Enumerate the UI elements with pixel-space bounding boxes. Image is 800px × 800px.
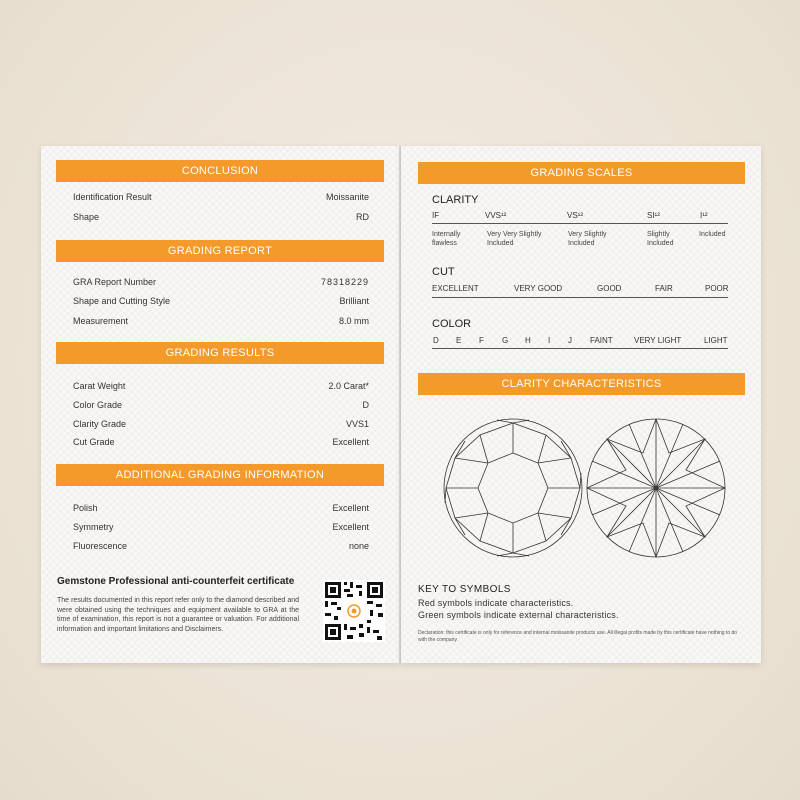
- clarity-desc-if: Internally flawless: [432, 231, 461, 247]
- cut-grade-good: GOOD: [597, 284, 622, 293]
- cut-grade-excellent: EXCELLENT: [432, 284, 479, 293]
- row-value: Excellent: [332, 437, 369, 447]
- clarity-desc-i: Included: [699, 231, 726, 238]
- row-fluorescence: [73, 541, 369, 551]
- clarity-grade-vvs: VVS¹²: [485, 211, 507, 220]
- row-value: 2.0 Carat*: [328, 381, 369, 391]
- color-grade-f: F: [479, 336, 484, 345]
- row-symmetry: [73, 522, 369, 532]
- row-color-grade: [73, 400, 369, 410]
- row-label: Fluorescence: [73, 541, 128, 551]
- row-label: Carat Weight: [73, 381, 126, 391]
- row-polish: [73, 503, 369, 513]
- cut-title: CUT: [432, 266, 455, 278]
- color-grade-i: I: [548, 336, 551, 345]
- clarity-grade-if: IF: [432, 211, 440, 220]
- additional-info-header: ADDITIONAL GRADING INFORMATION: [56, 464, 384, 486]
- row-label: Cut Grade: [73, 437, 115, 447]
- left-page: [41, 146, 399, 663]
- clarity-title: CLARITY: [432, 194, 479, 206]
- clarity-grade-i: I¹²: [700, 211, 708, 220]
- key-to-symbols-title: KEY TO SYMBOLS: [418, 584, 511, 595]
- color-grade-h: H: [525, 336, 531, 345]
- row-value: Excellent: [332, 503, 369, 513]
- declaration-note: Declaration: this certificate is only for reference and internal moissanite products use. All illegal profits made by this certificate have nothing to do with the company.: [418, 630, 738, 643]
- row-shape-cutting-style: [73, 296, 369, 306]
- clarity-desc-si: Slightly Included: [647, 231, 674, 247]
- key-red-symbols: Red symbols indicate characteristics.: [418, 598, 574, 608]
- color-rule: [432, 348, 728, 349]
- row-value: VVS1: [345, 419, 369, 429]
- certificate-title: Gemstone Professional anti-counterfeit certificate: [57, 576, 295, 587]
- grading-report-header: GRADING REPORT: [56, 240, 384, 262]
- color-grade-e: E: [456, 336, 462, 345]
- row-value: none: [348, 541, 369, 551]
- cut-rule: [432, 297, 728, 298]
- row-value: Excellent: [332, 522, 369, 532]
- color-grade-very-light: VERY LIGHT: [634, 336, 682, 345]
- row-carat-weight: [73, 381, 369, 391]
- clarity-grade-si: SI¹²: [647, 211, 660, 220]
- row-label: Identification Result: [73, 192, 152, 202]
- diamond-crown-diagram-icon: [443, 413, 583, 563]
- color-grade-d: D: [433, 336, 439, 345]
- row-value: Moissanite: [325, 192, 369, 202]
- cut-grade-poor: POOR: [705, 284, 729, 293]
- row-label: Clarity Grade: [73, 419, 127, 429]
- row-label: Shape and Cutting Style: [73, 296, 171, 306]
- row-label: Symmetry: [73, 522, 114, 532]
- clarity-desc-vs: Very Slightly Included: [568, 231, 607, 247]
- row-report-number: [73, 277, 369, 287]
- clarity-rule: [432, 223, 728, 224]
- row-value: 78318229: [320, 277, 369, 287]
- row-value: 8.0 mm: [338, 316, 369, 326]
- row-cut-grade: [73, 437, 369, 447]
- row-value: RD: [356, 212, 369, 222]
- color-grade-j: J: [568, 336, 572, 345]
- row-label: Polish: [73, 503, 98, 513]
- row-measurement: [73, 316, 369, 326]
- row-value: Brilliant: [339, 296, 369, 306]
- color-grade-light: LIGHT: [704, 336, 728, 345]
- grading-results-header: GRADING RESULTS: [56, 342, 384, 364]
- grading-scales-header: GRADING SCALES: [418, 162, 745, 184]
- qr-code-icon[interactable]: [323, 580, 385, 642]
- row-label: Color Grade: [73, 400, 123, 410]
- right-page: [401, 146, 761, 663]
- disclaimer-text: The results documented in this report refer only to the diamond described and were obtained using the techniques and equipment available to GRA at the time of examination, this report is not a guarantee or valuation. For additional information and important limitations and Disclaimers.: [57, 597, 299, 633]
- row-label: Measurement: [73, 316, 129, 326]
- row-identification-result: [73, 192, 369, 202]
- row-shape: [73, 212, 369, 222]
- diamond-pavilion-diagram-icon: [586, 413, 726, 563]
- row-label: GRA Report Number: [73, 277, 157, 287]
- color-grade-g: G: [502, 336, 509, 345]
- clarity-characteristics-header: CLARITY CHARACTERISTICS: [418, 373, 745, 395]
- row-label: Shape: [73, 212, 100, 222]
- row-clarity-grade: [73, 419, 369, 429]
- cut-grade-fair: FAIR: [655, 284, 673, 293]
- color-grade-faint: FAINT: [590, 336, 613, 345]
- key-green-symbols: Green symbols indicate external characteristics.: [418, 610, 619, 620]
- cut-grade-very-good: VERY GOOD: [514, 284, 563, 293]
- row-value: D: [362, 400, 369, 410]
- color-title: COLOR: [432, 318, 472, 330]
- conclusion-header: CONCLUSION: [56, 160, 384, 182]
- clarity-desc-vvs: Very Very Slightly Included: [487, 231, 542, 247]
- clarity-grade-vs: VS¹²: [567, 211, 583, 220]
